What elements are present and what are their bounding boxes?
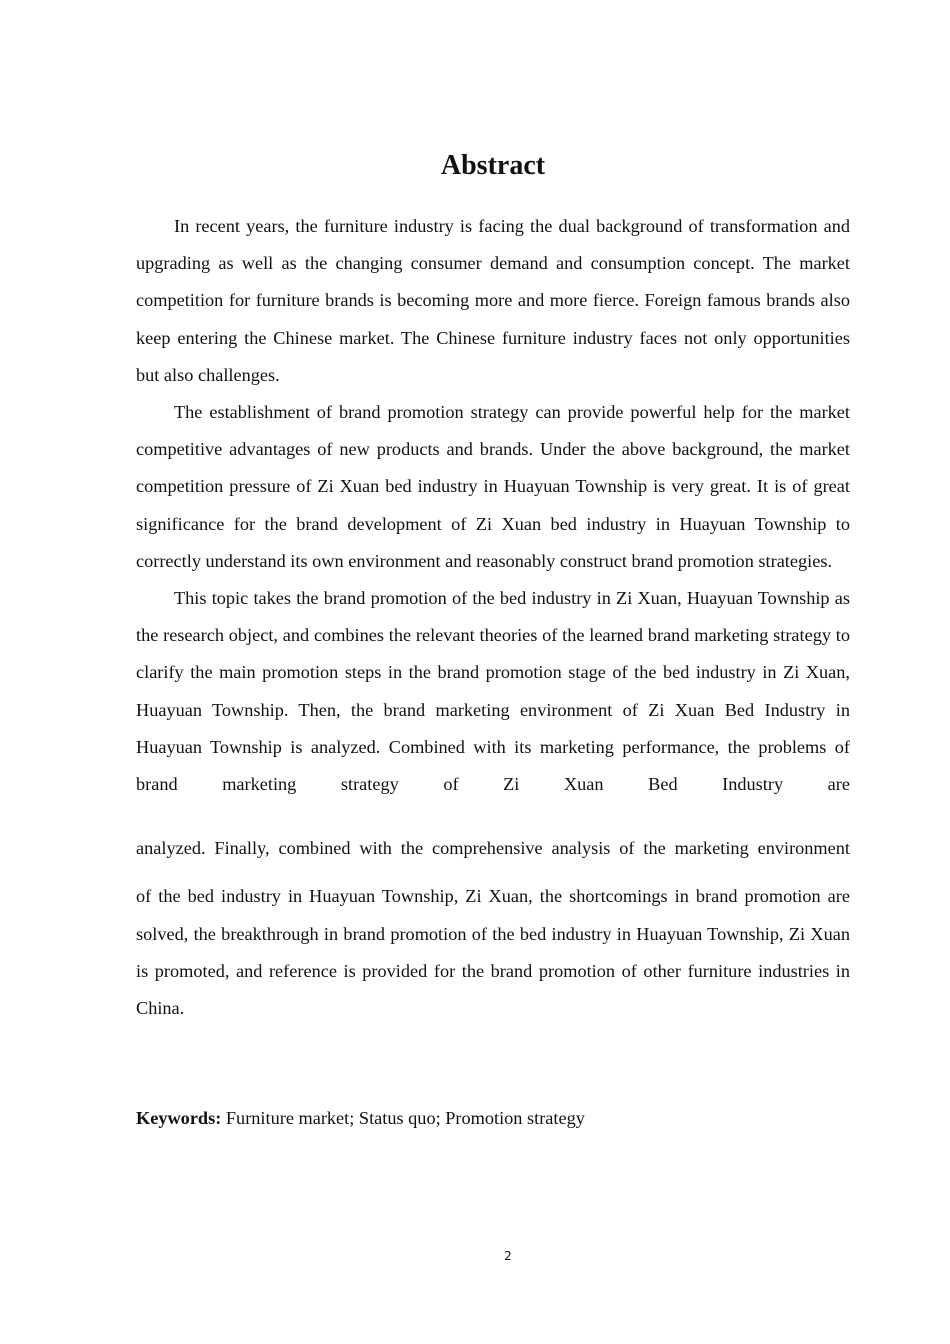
keywords-text: Furniture market; Status quo; Promotion strategy [225,1108,585,1128]
abstract-paragraph-3c: of the bed industry in Huayuan Township, Zi Xuan, the shortcomings in brand promotion are solved, the breakthrough in brand promotion of the bed industry in Huayuan Township, Zi Xuan is promoted, and reference is provided for the brand promotion of other furniture industries in China. [136,886,850,1019]
abstract-title: Abstract [440,150,546,181]
abstract-paragraph-1: In recent years, the furniture industry is facing the dual background of transformation and upgrading as well as the changing consumer demand and consumption concept. The market competition for furniture brands is becoming more and more fierce. Foreign famous brands also keep entering the Chinese market. The Chinese furniture industry faces not only opportunities but also challenges. [136,216,850,385]
line-gap [136,867,850,878]
keywords-label: Keywords: [136,1108,222,1128]
keywords-line [136,1101,850,1135]
page-number: 2 [504,1249,512,1263]
abstract-paragraph-3b: analyzed. Finally, combined with the comprehensive analysis of the marketing environment [136,838,850,859]
line-gap [136,803,850,830]
abstract-body [136,208,850,1027]
abstract-paragraph-3a: This topic takes the brand promotion of the bed industry in Zi Xuan, Huayuan Township as the research object, and combines the relevant theories of the learned brand marketing strategy to clarify the main promotion steps in the brand promotion stage of the bed industry in Zi Xuan, Huayuan Township. Then, the brand marketing environment of Zi Xuan Bed Industry in Huayuan Township is analyzed. Combined with its marketing performance, the problems of brand marketing strategy of Zi Xuan Bed Industry are [136,588,850,795]
abstract-paragraph-2: The establishment of brand promotion strategy can provide powerful help for the market competitive advantages of new products and brands. Under the above background, the market competition pressure of Zi Xuan bed industry in Huayuan Township is very great. It is of great significance for the brand development of Zi Xuan bed industry in Huayuan Township to correctly understand its own environment and reasonably construct brand promotion strategies. [136,402,850,571]
